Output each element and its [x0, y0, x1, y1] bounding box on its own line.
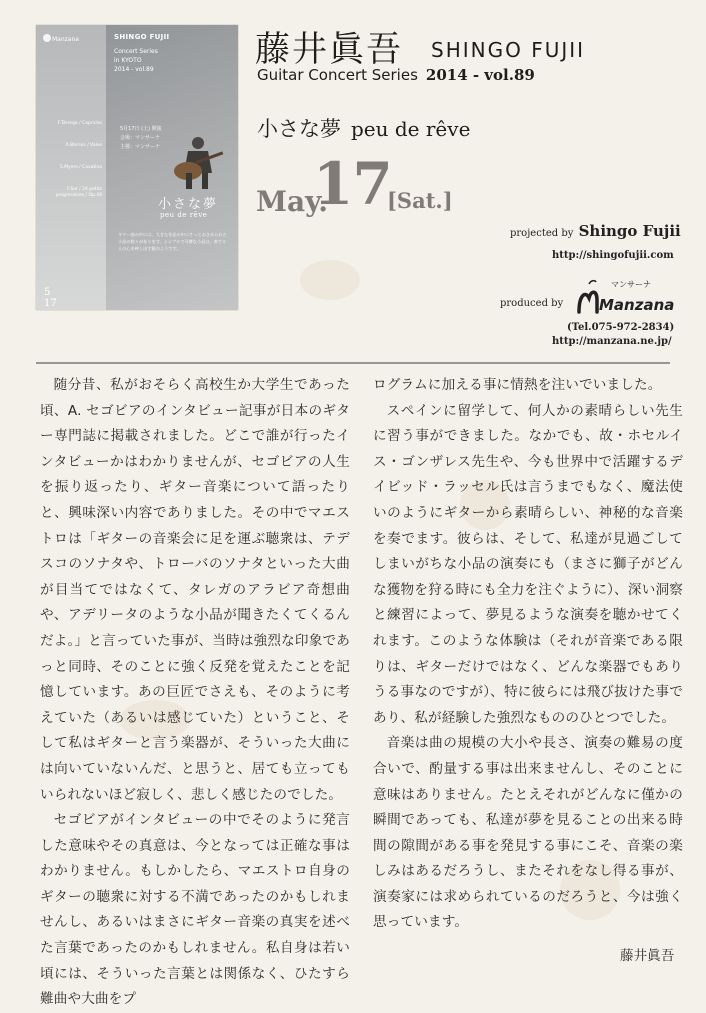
poster-date — [44, 287, 57, 309]
poster-series — [114, 47, 169, 74]
poster-date-day: 17 — [44, 298, 57, 309]
poster-body-text: ギター曲の中には、大きな作品の中にそっとおさめられた小品の数々があります。シンプルで可憐な小品は、奏でる人の心を映し出す鏡のようです。 — [118, 232, 227, 251]
artist-name-en: SHINGO FUJII — [431, 38, 586, 62]
manzana-website-link[interactable]: http://manzana.ne.jp/ — [552, 336, 672, 347]
poster-main-title: 小さな夢 — [158, 197, 219, 212]
author-signature: 藤井眞吾 — [620, 948, 675, 964]
essay-paragraph: セゴビアがインタビューの中でそのように発言した意味やその真意は、今となっては正確な事はわかりません。もしかしたら、マエストロ自身のギターの聴衆に対する不満であったのかもしれませんし、あるいはまさにギター音楽の真実を述べた言葉であったのかもしれません。私自身は若い頃には、そういった言葉とは関係なく、ひたすら難曲や大曲をプ — [40, 812, 350, 1008]
poster-series-line: in KYOTO — [114, 57, 142, 64]
produced-by-prefix: produced by — [500, 298, 564, 309]
poster-info-line: 5月17日 (土) 開演 — [120, 126, 162, 132]
artist-website-link[interactable]: http://shingofujii.com — [552, 250, 674, 261]
projected-name: Shingo Fujii — [578, 222, 681, 240]
essay-paragraph: 音楽は曲の規模の大小や長さ、演奏の難易の度合いで、酌量する事は出来ませんし、そのことに意味はありません。たとえそれがどんなに僅かの瞬間であっても、私達が夢を見ることの出来る時間の隙間がある事を発見する事にこそ、音楽の楽しみはあるだろうし、またそれをなし得る事が、演奏家には求められているのだろうと、今は強く思っています。 — [373, 735, 683, 931]
poster-title — [114, 33, 169, 74]
guitarist-photo-icon — [166, 133, 226, 191]
projected-prefix: projected by — [510, 228, 574, 239]
poster-info-line: 会場：マンサーナ — [120, 135, 161, 141]
poster-date-month: 5 — [44, 287, 51, 298]
concert-title — [257, 113, 470, 143]
manzana-logo-small-icon — [42, 31, 79, 45]
series-volume: 2014 - vol.89 — [425, 66, 535, 84]
svg-text:Manzana: Manzana — [52, 36, 79, 43]
paper-spot — [300, 260, 360, 300]
concert-title-fr: peu de rêve — [351, 117, 471, 141]
poster-program-item: S.Myers / Cavatina — [59, 165, 102, 170]
poster-program-item: A.Barrios / Valse — [65, 143, 102, 148]
series-line — [257, 66, 535, 84]
poster-series-line: Concert Series — [114, 48, 158, 55]
date-day-of-week: [Sat.] — [387, 188, 453, 213]
poster-sub-title: peu de rêve — [160, 211, 208, 219]
poster-info-line: 主催：マンサーナ — [120, 144, 161, 150]
svg-text:マンサーナ: マンサーナ — [611, 280, 651, 289]
poster-series-line: 2014 - vol.89 — [114, 66, 154, 73]
artist-name-jp: 藤井眞吾 — [255, 30, 404, 70]
essay-paragraph: 随分昔、私がおそらく高校生か大学生であった頃、A. セゴビアのインタビュー記事が日本のギター専門誌に掲載されました。どこで誰が行ったインタビューかはわかりませんが、セゴビアの人生を振り返ったり、ギター音楽について語ったりと、興味深い内容でありました。その中でマエストロは「ギターの音楽会に足を運ぶ聴衆は、テデスコのソナタや、トローバのソナタといった大曲が目当てではなくて、タレガのアラビア奇想曲や、アデリータのような小品が聞きたくてくるんだよ。」と言っていた事が、当時は強烈な印象であっと同時、そのことに強く反発を覚えたことを記憶しています。あの巨匠でさえも、そのように考えていた（あるいは感じていた）ということ、そして私はギターと言う楽器が、そういった大曲には向いていないんだ、と思うと、居ても立ってもいられないほど寂しく、悲しく感じたのでした。 — [40, 377, 350, 803]
essay-left-column — [40, 373, 350, 1013]
poster-program — [40, 121, 102, 215]
series-name: Guitar Concert Series — [257, 66, 418, 84]
poster-program-item: F.Sor / 24 petits progressives / Op.44 — [55, 187, 102, 198]
concert-poster-thumbnail — [36, 25, 238, 310]
essay-paragraph-continued: ログラムに加える事に情熱を注いでいました。 — [373, 377, 662, 393]
poster-program-item: F.Tárrega / Capricho — [57, 121, 102, 126]
horizontal-divider — [36, 362, 670, 364]
projected-by — [510, 222, 681, 240]
concert-title-jp: 小さな夢 — [257, 117, 341, 141]
essay-paragraph: スペインに留学して、何人かの素晴らしい先生に習う事ができました。なかでも、故・ホセルイス・ゴンザレス先生や、今も世界中で活躍するデイビッド・ラッセル氏は言うまでもなく、魔法使いのようにギターから素晴らしい、神秘的な音楽を奏でます。彼らは、そして、私達が見過ごしてしまいがちな小品の演奏にも（まさに獅子がどんな獲物を狩る時にも全力を注ぐように）、深い洞察と練習によって、夢見るような演奏を聴かせてくれます。このような体験は（それが音楽である限りは、ギターだけではなく、どんな楽器でもありうる事なのですが）、特に彼らには飛び抜けた事であり、私が経験した強烈なもののひとつでした。 — [373, 402, 683, 726]
essay-right-column — [373, 373, 683, 936]
manzana-logo-icon — [575, 278, 675, 318]
date-day: 17 — [313, 150, 392, 218]
telephone: (Tel.075-972-2834) — [567, 322, 675, 333]
svg-text:Manzana: Manzana — [599, 296, 675, 314]
poster-info — [120, 125, 162, 152]
date-month: May. — [256, 185, 328, 218]
poster-artist: SHINGO FUJII — [114, 33, 170, 41]
